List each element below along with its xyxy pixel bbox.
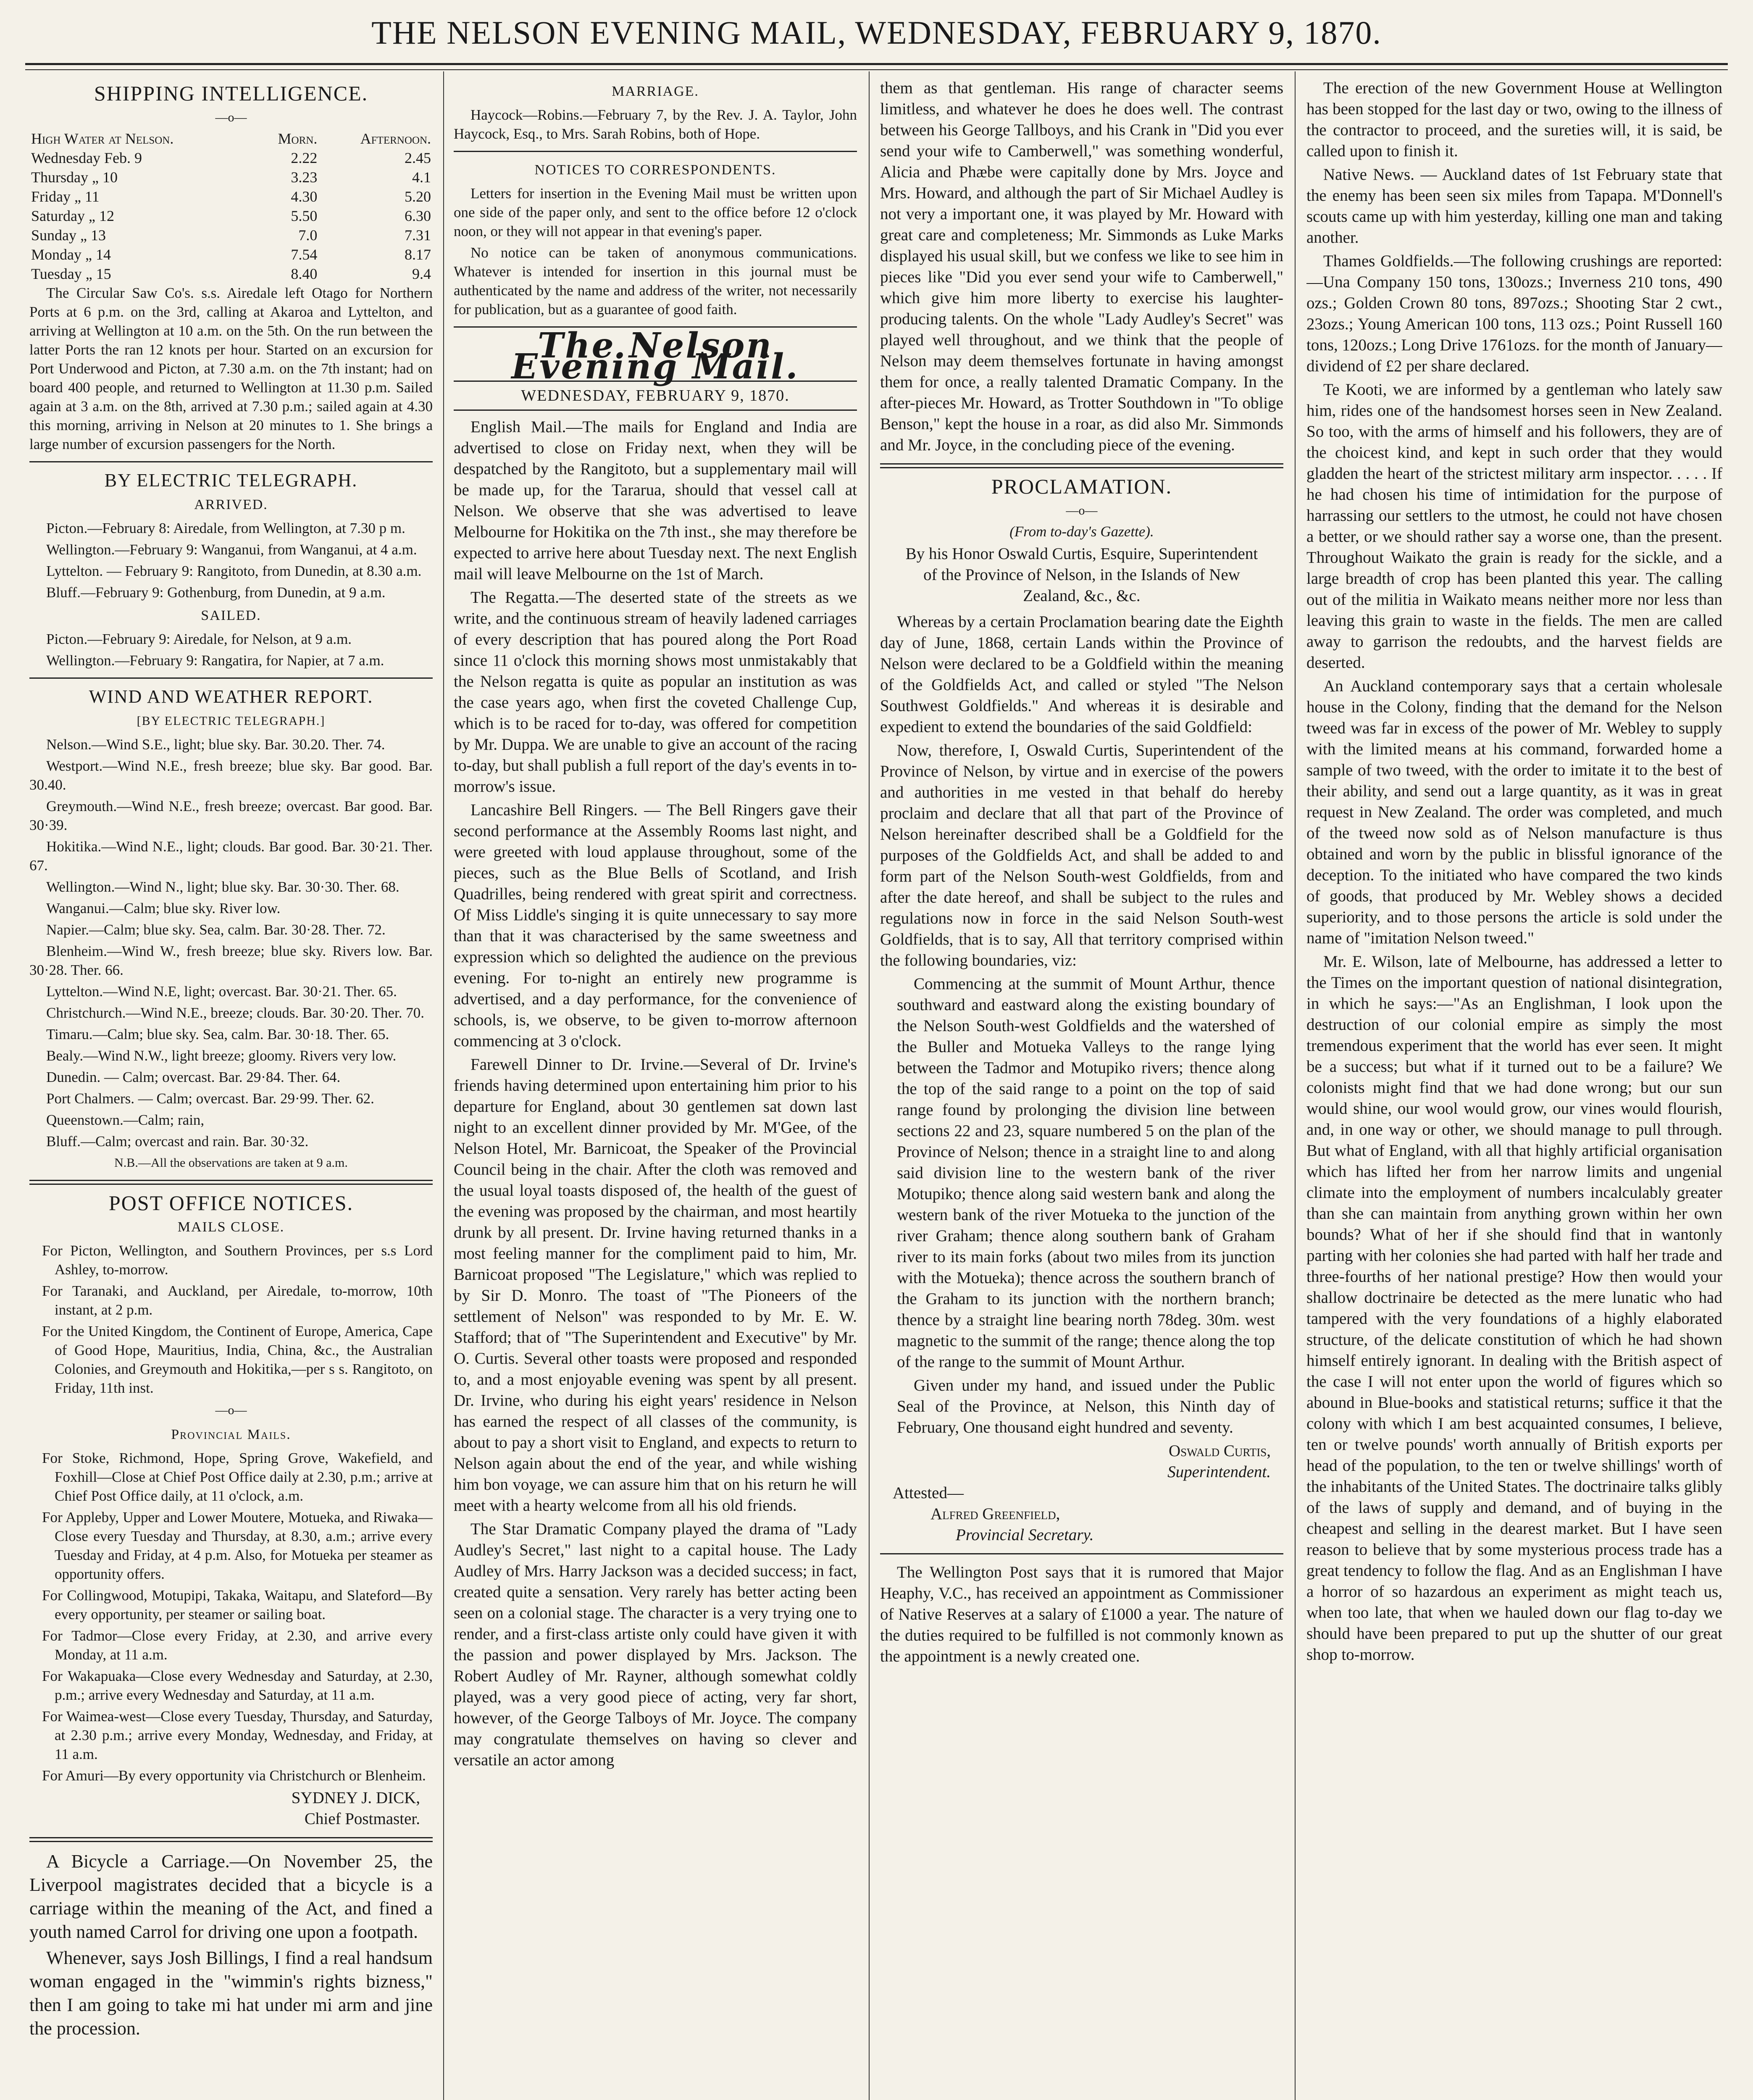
tide-header-cell: High Water at Nelson. <box>31 130 174 147</box>
provincial-entry: For Stoke, Richmond, Hope, Spring Grove, Wakefield, and Foxhill—Close at Chief Post Office daily at 2.30, p.m.; arrive at Chief Post Office daily, at 11 o'clock, a.m. <box>42 1450 433 1504</box>
weather-entry: Westport.—Wind N.E., fresh breeze; blue sky. Bar good. Bar. 30.40. <box>29 758 433 793</box>
separator: —o— <box>215 110 247 124</box>
weather-subheading: [BY ELECTRIC TELEGRAPH.] <box>137 714 326 728</box>
attested-label: Attested— <box>893 1484 964 1502</box>
double-rule <box>29 1837 433 1842</box>
tide-morn: 8.40 <box>291 265 318 282</box>
rule <box>454 151 857 152</box>
tide-morn: 5.50 <box>291 207 318 224</box>
double-rule <box>29 1180 433 1185</box>
article-paragraph: The Regatta.—The deserted state of the streets as we write, and the continuous stream of heavily ladened carriages of every description that has poured along the Port Road since 11 o'clock this morning shows most unmistakably that the Nelson regatta is quite as popular an institution as was the case years ago, when first the coveted Challenge Cup, which is to be raced for to-day, was offered for competition by Mr. Duppa. We are unable to give an account of the racing to-day, but shall publish a full report of the day's events in to-morrow's issue. <box>454 588 857 795</box>
masthead-rule <box>25 63 1728 70</box>
tide-morn: 2.22 <box>291 150 318 166</box>
weather-entry: Nelson.—Wind S.E., light; blue sky. Bar. 30.20. Ther. 74. <box>46 736 385 753</box>
weather-entry: Timaru.—Calm; blue sky. Sea, calm. Bar. 30·18. Ther. 65. <box>46 1026 389 1042</box>
proclamation-title: Superintendent. <box>1167 1463 1271 1481</box>
proclamation-signature: Oswald Curtis, <box>1168 1442 1271 1460</box>
mail-entry: For the United Kingdom, the Continent of Europe, America, Cape of Good Hope, Mauritius, India, China, &c., the Australian Colonies, and Greymouth and Hokitika,—per s s. Rangitoto, on Friday, 11th inst. <box>42 1323 433 1396</box>
arrival-entry: Wellington.—February 9: Wanganui, from Wanganui, at 4 a.m. <box>46 541 417 558</box>
tide-row <box>29 264 433 284</box>
tide-aft: 2.45 <box>405 150 431 166</box>
proclamation-paragraph: Now, therefore, I, Oswald Curtis, Superintendent of the Province of Nelson, by virtue and in exercise of the powers and authorities in me vested in that behalf do hereby proclaim and declare that all that part of the Province of Nelson hereinafter described shall be a Goldfield for the purposes of the Goldfields Act, and shall be added to and form part of the Nelson South-west Goldfields, from and after the date hereof, and shall be subject to the rules and regulations now in force in the said Nelson South-west Goldfields, that is to say, All that territory comprised within the following boundaries, viz: <box>880 741 1283 969</box>
weather-entry: Wellington.—Wind N., light; blue sky. Bar. 30·30. Ther. 68. <box>46 879 399 895</box>
mails-close-heading: MAILS CLOSE. <box>177 1219 285 1235</box>
tide-day: Sunday „ 13 <box>31 227 106 244</box>
tide-morn: 3.23 <box>291 169 318 186</box>
arrival-entry: Picton.—February 8: Airedale, from Wellington, at 7.30 p m. <box>46 520 405 536</box>
proclamation-by: By his Honor Oswald Curtis, Esquire, Superintendent of the Province of Nelson, in the Islands of New Zealand, &c., &c. <box>905 545 1258 605</box>
mail-entry: For Taranaki, and Auckland, per Airedale, to-morrow, 10th instant, at 2 p.m. <box>42 1283 433 1318</box>
article-paragraph: Te Kooti, we are informed by a gentleman who lately saw him, rides one of the handsomest horses seen in New Zealand. So too, with the arms of himself and his followers, they are of the choicest kind, and kept in such order that they would gladden the heart of the strictest military arm inspector. . . . . If he had chosen his time of intimidation for the purpose of harrassing our settlers to the utmost, he could not have chosen a better, or we should rather say a worse one, than the present. Throughout Waikato the grain is ready for the sickle, and a large breadth of crop has been planted this year. The calling out of the militia in Waikato means neither more nor less than leaving this grain to waste in the fields. The men are called away to garrison the redoubts, and the harvest fields are deserted. <box>1306 381 1722 672</box>
article-paragraph: English Mail.—The mails for England and India are advertised to close on Friday next, when they will be despatched by the Rangitoto, but a supplementary mail will be made up, for the Tararua, should that vessel call at Nelson. We observe that she was advertised to leave Melbourne for Hokitika on the 7th inst., she may therefore be expected to arrive here about Tuesday next. The next English mail will leave Melbourne on the 1st of March. <box>454 418 857 583</box>
article-paragraph: The erection of the new Government House at Wellington has been stopped for the last day or two, owing to the illness of the contractor to proceed, and the sureties will, it is said, be called upon to finish it. <box>1306 79 1722 160</box>
column-1 <box>29 78 433 2100</box>
column-divider <box>443 71 444 2100</box>
column-4 <box>1306 78 1722 2100</box>
tide-morn: 7.0 <box>298 227 318 244</box>
notice-paragraph: Letters for insertion in the Evening Mail must be written upon one side of the paper only, and sent to the office before 12 o'clock noon, or they will not appear in that evening's paper. <box>454 185 857 239</box>
rule <box>29 677 433 679</box>
masthead: THE NELSON EVENING MAIL, WEDNESDAY, FEBRUARY 9, 1870. <box>371 14 1382 51</box>
rule <box>454 410 857 411</box>
sailed-entry: Picton.—February 9: Airedale, for Nelson, at 9 a.m. <box>46 631 352 647</box>
column-2 <box>454 78 857 2100</box>
column-divider <box>869 71 870 2100</box>
article-paragraph: Thames Goldfields.—The following crushings are reported:—Una Company 150 tons, 130ozs.; Inverness 210 tons, 490 ozs.; Golden Crown 80 tons, 897ozs.; Shooting Star 2 cwt., 23ozs.; Young American 100 tons, 113 ozs.; Point Russell 160 tons, 120ozs.; Long Drive 1761ozs. for the month of January—dividend of £2 per share declared. <box>1306 252 1722 375</box>
weather-entry: Dunedin. — Calm; overcast. Bar. 29·84. Ther. 64. <box>46 1069 341 1085</box>
tide-aft: 7.31 <box>405 227 431 244</box>
tide-table <box>29 129 433 284</box>
article-paragraph: them as that gentleman. His range of character seems limitless, and whatever he does he does well. The contrast between his George Tallboys, and his Crank in "Did you ever send your wife to Camberwell," was something wonderful, Alicia and Phæbe were capitally done by Mrs. Joyce and Mrs. Howard, and although the part of Sir Michael Audley is not very a important one, it was played by Mr. Howard with great care and completeness; Mr. Simmonds as Luke Marks displayed his usual skill, but we confess we like to see him in pieces like "Did you ever send your wife to Camberwell," which give him more liberty to exercise his laughter-producing talents. On the whole "Lady Audley's Secret" was played well throughout, and we think that the people of Nelson may deem themselves fortunate in having amongst them for once, a really talented Dramatic Company. In the after-pieces Mr. Howard, as Trotter Southdown in "To oblige Benson," kept the house in a roar, as did also Mr. Simmonds and Mr. Joyce, in the concluding piece of the evening. <box>880 79 1283 454</box>
tide-day: Wednesday Feb. 9 <box>31 150 142 166</box>
tide-row <box>29 226 433 245</box>
tide-row <box>29 168 433 187</box>
weather-entry: Wanganui.—Calm; blue sky. River low. <box>46 900 281 916</box>
marriage-notice: Haycock—Robins.—February 7, by the Rev. J. A. Taylor, John Haycock, Esq., to Mrs. Sarah Robins, both of Hope. <box>454 107 857 142</box>
weather-entry: Queenstown.—Calm; rain, <box>46 1112 205 1128</box>
billings-paragraph: Whenever, says Josh Billings, I find a real handsum woman engaged in the "wimmin's rights bizness," then I am going to take mi hat under mi arm and jine the procession. <box>29 1948 433 2039</box>
proclamation-source: (From to-day's Gazette). <box>1009 523 1154 540</box>
weather-entry: Port Chalmers. — Calm; overcast. Bar. 29·99. Ther. 62. <box>46 1090 374 1107</box>
proclamation-paragraph: Whereas by a certain Proclamation bearing date the Eighth day of June, 1868, certain Lands within the Province of Nelson were declared to be a Goldfield within the meaning of the Goldfields Act, and called or styled "The Nelson Southwest Goldfields." And whereas it is desirable and expedient to extend the boundaries of the said Goldfield: <box>880 613 1283 736</box>
article-paragraph: An Auckland contemporary says that a certain wholesale house in the Colony, finding that the demand for the Nelson tweed was far in excess of the power of Mr. Webley to supply with the limited means at his command, forwarded home a sample of two tweed, with the order to imitate it to the best of their ability, and send out a large quantity, as it was in great request in New Zealand. The order was completed, and much of the tweed now sold as of Nelson manufacture is thus obtained and worn by the public in blissful ignorance of the deception. To the initiated who have compared the two kinds of goods, that produced by Mr. Webley shows a decided superiority, and to those persons the article is sold under the name of "imitation Nelson tweed." <box>1306 677 1722 947</box>
tide-day: Thursday „ 10 <box>31 169 118 186</box>
tide-header-row <box>29 129 433 148</box>
provincial-entry: For Collingwood, Motupipi, Takaka, Waitapu, and Slateford—By every opportunity, per steamer or sailing boat. <box>42 1587 433 1622</box>
provincial-entry: For Amuri—By every opportunity via Christchurch or Blenheim. <box>42 1767 426 1784</box>
article-paragraph: Native News. — Auckland dates of 1st February state that the enemy has been seen six miles from Tapapa. M'Donnell's scouts came up with him yesterday, killing one man and taking another. <box>1306 165 1722 247</box>
postmaster-title: Chief Postmaster. <box>304 1810 420 1828</box>
weather-entry: Lyttelton.—Wind N.E, light; overcast. Bar. 30·21. Ther. 65. <box>46 983 397 1000</box>
proclamation-boundaries: Commencing at the summit of Mount Arthur, thence southward and eastward along the existing boundary of the Nelson South-west Goldfields and the watershed of the Buller and Motueka Valleys to the range lying between the Tadmor and Motupiko rivers; thence along the top of the said range to a point on the top of said range found by prolonging the division line between sections 22 and 23, square numbered 5 on the plan of the Province of Nelson; thence in a straight line to and along said division line to the western bank of the river Motupiko; thence along said western bank and along the western bank of the river Motueka to the junction of the river Graham; thence along southern bank of Graham river to its main forks (about two miles from its junction with the Motueka); thence across the southern branch of the Graham to its junction with the northern branch; thence by a straight line bearing north 78deg. 30m. west magnetic to the summit of the range; thence along the top of the range to the summit of Mount Arthur. <box>897 975 1275 1371</box>
weather-note: N.B.—All the observations are taken at 9 a.m. <box>114 1156 348 1170</box>
marriage-heading: MARRIAGE. <box>612 84 699 99</box>
tide-row <box>29 245 433 264</box>
tide-day: Monday „ 14 <box>31 246 111 263</box>
shipping-paragraph: The Circular Saw Co's. s.s. Airedale left Otago for Northern Ports at 6 p.m. on the 3rd, calling at Akaroa and Lyttelton, and arriving at Wellington at 10 a.m. on the 5th. On the run between the latter Ports the ran 12 knots per hour. Started on an excursion for Port Underwood and Picton, at 7.30 a.m. on the 7th instant; had on board 400 people, and returned to Wellington at 11.30 p.m. Sailed again at 3 a.m. on the 8th, arrived at 7.30 p.m.; sailed again at 4.30 this morning, arriving in Nelson at 20 minutes to 1. She brings a large number of excursion passengers for the North. <box>29 285 433 452</box>
weather-entry: Napier.—Calm; blue sky. Sea, calm. Bar. 30·28. Ther. 72. <box>46 921 386 938</box>
tide-day: Friday „ 11 <box>31 188 100 205</box>
bicycle-paragraph: A Bicycle a Carriage.—On November 25, the Liverpool magistrates decided that a bicycle is a carriage within the meaning of the Act, and fined a youth named Carrol for driving one upon a footpath. <box>29 1851 433 1942</box>
post-office-heading: POST OFFICE NOTICES. <box>108 1191 354 1215</box>
tide-row <box>29 187 433 206</box>
weather-entry: Greymouth.—Wind N.E., fresh breeze; overcast. Bar good. Bar. 30·39. <box>29 798 433 833</box>
column-divider <box>1295 71 1296 2100</box>
proclamation-heading: PROCLAMATION. <box>991 475 1172 498</box>
tide-aft: 8.17 <box>405 246 431 263</box>
dateline: WEDNESDAY, FEBRUARY 9, 1870. <box>521 387 790 404</box>
provincial-entry: For Appleby, Upper and Lower Moutere, Motueka, and Riwaka—Close every Tuesday and Thursday, at 8.30, a.m.; arrive every Tuesday and Friday, at 4 p.m. Also, for Motueka per steamer as opportunity offers. <box>42 1509 433 1582</box>
attested-title: Provincial Secretary. <box>956 1526 1094 1544</box>
postmaster-signature: SYDNEY J. DICK, <box>291 1789 420 1807</box>
column-3 <box>880 78 1283 2100</box>
arrival-entry: Bluff.—February 9: Gothenburg, from Dunedin, at 9 a.m. <box>46 584 386 601</box>
separator: —o— <box>1066 504 1098 517</box>
double-rule <box>880 463 1283 468</box>
tide-aft: 9.4 <box>412 265 431 282</box>
provincial-entry: For Tadmor—Close every Friday, at 2.30, and arrive every Monday, at 11 a.m. <box>42 1628 433 1663</box>
tide-aft: 4.1 <box>412 169 431 186</box>
article-paragraph: The Wellington Post says that it is rumored that Major Heaphy, V.C., has received an appointment as Commissioner of Native Reserves at a salary of £1000 a year. The nature of the duties required to be fulfilled is not commonly known as the appointment is a newly created one. <box>880 1563 1283 1665</box>
tide-row <box>29 206 433 226</box>
tide-header-cell: Morn. <box>278 130 318 147</box>
weather-entry: Blenheim.—Wind W., fresh breeze; blue sky. Rivers low. Bar. 30·28. Ther. 66. <box>29 943 433 978</box>
weather-entry: Bluff.—Calm; overcast and rain. Bar. 30·32. <box>46 1133 309 1150</box>
sailed-heading: SAILED. <box>201 608 261 623</box>
provincial-mails-heading: Provincial Mails. <box>171 1427 291 1442</box>
tide-aft: 5.20 <box>405 188 431 205</box>
nameplate: The Nelson Evening Mail. <box>511 326 799 387</box>
notices-heading: NOTICES TO CORRESPONDENTS. <box>534 162 776 178</box>
arrival-entry: Lyttelton. — February 9: Rangitoto, from Dunedin, at 8.30 a.m. <box>46 563 422 579</box>
weather-entry: Christchurch.—Wind N.E., breeze; clouds. Bar. 30·20. Ther. 70. <box>46 1005 424 1021</box>
rule <box>29 461 433 462</box>
arrived-heading: ARRIVED. <box>194 497 268 512</box>
tide-day: Saturday „ 12 <box>31 207 114 224</box>
tide-aft: 6.30 <box>405 207 431 224</box>
attested-name: Alfred Greenfield, <box>930 1505 1060 1523</box>
article-paragraph: Farewell Dinner to Dr. Irvine.—Several of Dr. Irvine's friends having determined upon entertaining him prior to his departure for England, about 30 gentlemen sat down last night to an excellent dinner provided by Mr. M'Gee, of the Nelson Hotel, Mr. Barnicoat, the Speaker of the Provincial Council being in the chair. After the cloth was removed and the usual loyal toasts disposed of, the health of the guest of the evening was proposed by the chairman, and most heartily drunk by all present. Dr. Irvine having returned thanks in a most feeling manner for the compliment paid to him, Mr. Barnicoat proposed "The Legislature," which was replied to by Sir D. Monro. The toast of "The Pioneers of the settlement of Nelson" was responded to by Mr. E. W. Stafford; that of "The Superintendent and Executive" by Mr. O. Curtis. Several other toasts were proposed and responded to, and a most enjoyable evening was spent by all present. Dr. Irvine, who during his eight years' residence in Nelson has earned the respect of all classes of the community, is about to pay a short visit to England, and expects to return to Nelson again about the end of the year, and while wishing him bon voyage, we can assure him that on his return he will meet with a hearty welcome from all his old friends. <box>454 1055 857 1515</box>
article-paragraph: Lancashire Bell Ringers. — The Bell Ringers gave their second performance at the Assembly Rooms last night, and were greeted with loud applause throughout, some of the pieces, such as the Blue Bells of Scotland, and Irish Quadrilles, being rendered with great spirit and correctness. Of Miss Liddle's singing it is quite unnecessary to say more than that it was characterised by the same sweetness and expression which so delighted the audience on the previous evening. For to-night an entirely new programme is advertised, and a day performance, for the convenience of schools, is, we observe, to be given to-morrow afternoon commencing at 3 o'clock. <box>454 801 857 1050</box>
weather-heading: WIND AND WEATHER REPORT. <box>89 686 373 707</box>
provincial-entry: For Waimea-west—Close every Tuesday, Thursday, and Saturday, at 2.30 p.m.; arrive every Monday, Wednesday, and Friday, at 11 a.m. <box>42 1708 433 1762</box>
proclamation-given: Given under my hand, and issued under the Public Seal of the Province, at Nelson, this Ninth day of February, One thousand eight hundred and seventy. <box>897 1376 1275 1436</box>
article-paragraph: The Star Dramatic Company played the drama of "Lady Audley's Secret," last night to a capital house. The Lady Audley of Mrs. Harry Jackson was a decided success; in fact, created quite a sensation. Very rarely has better acting been seen on a colonial stage. The character is a very trying one to render, and a first-class artiste only could have given it with the passion and power displayed by Mrs. Jackson. The Robert Audley of Mr. Rayner, although somewhat coldly played, was a very good piece of acting, very far short, however, of the George Talboys of Mr. Joyce. The company may congratulate themselves on having so clever and versatile an actor among <box>454 1520 857 1769</box>
tide-header-cell: Afternoon. <box>360 130 431 147</box>
tide-morn: 4.30 <box>291 188 318 205</box>
mail-entry: For Picton, Wellington, and Southern Provinces, per s.s Lord Ashley, to-morrow. <box>42 1242 433 1278</box>
telegraph-heading: BY ELECTRIC TELEGRAPH. <box>104 470 358 491</box>
sailed-entry: Wellington.—February 9: Rangatira, for Napier, at 7 a.m. <box>46 652 384 669</box>
article-paragraph: Mr. E. Wilson, late of Melbourne, has addressed a letter to the Times on the important question of national disintegration, in which he says:—"As an Englishman, I look upon the destruction of our colonial empire as simply the most tremendous experiment that the world has ever seen. It might be a success; but what if it turned out to be a failure? We colonists might find that we had done wrong; but our sun would shine, our wool would grow, our vines would flourish, and, in one way or other, we should manage to pull through. But what of England, with all that highly artificial organisation which has lifted her from her narrow limits and ungenial climate into the employment of numbers incalculably greater than she can maintain from anything grown within her own bounds? What of her if she should find that in wantonly parting with her colonies she had parted with half her trade and three-fourths of her national prestige? How then would your shallow doctrinaire be detected as the mere lunatic who had tampered with the very foundations of a highly elaborated structure, of the delicate constitution of which he had shown himself entirely ignorant. In dealing with the British aspect of the case I will not enter upon the world of figures which so abound in Blue-books and statistical returns; suffice it that the colony with which I am best acquainted consumes, I believe, ten or twelve pounds' worth annually of British exports per head of the population, to the ten or twelve shillings' worth of the inhabitants of the United States. The doctrinaire talks glibly of the laws of supply and demand, and of buying in the cheapest and selling in the dearest market. But I have seen reason to believe that by some mysterious process trade has a great tendency to follow the flag. And as an Englishman I have a horror of so hazardous an experiment as might teach us, when too late, that when we hauled down our flag to-day we should have been prepared to put up the shutter of our great shop to-morrow. <box>1306 953 1722 1664</box>
tide-morn: 7.54 <box>291 246 318 263</box>
notice-paragraph: No notice can be taken of anonymous communications. Whatever is intended for insertion in this journal must be authenticated by the name and address of the writer, not necessarily for publication, but as a guarantee of good faith. <box>454 244 857 318</box>
tide-row <box>29 148 433 168</box>
shipping-heading: SHIPPING INTELLIGENCE. <box>94 81 368 105</box>
provincial-entry: For Wakapuaka—Close every Wednesday and Saturday, at 2.30, p.m.; arrive every Wednesday and Saturday, at 11 a.m. <box>42 1668 433 1703</box>
weather-entry: Hokitika.—Wind N.E., light; clouds. Bar good. Bar. 30·21. Ther. 67. <box>29 838 433 874</box>
separator: —o— <box>215 1403 247 1417</box>
rule <box>880 1553 1283 1554</box>
weather-entry: Bealy.—Wind N.W., light breeze; gloomy. Rivers very low. <box>46 1047 397 1064</box>
tide-day: Tuesday „ 15 <box>31 265 111 282</box>
